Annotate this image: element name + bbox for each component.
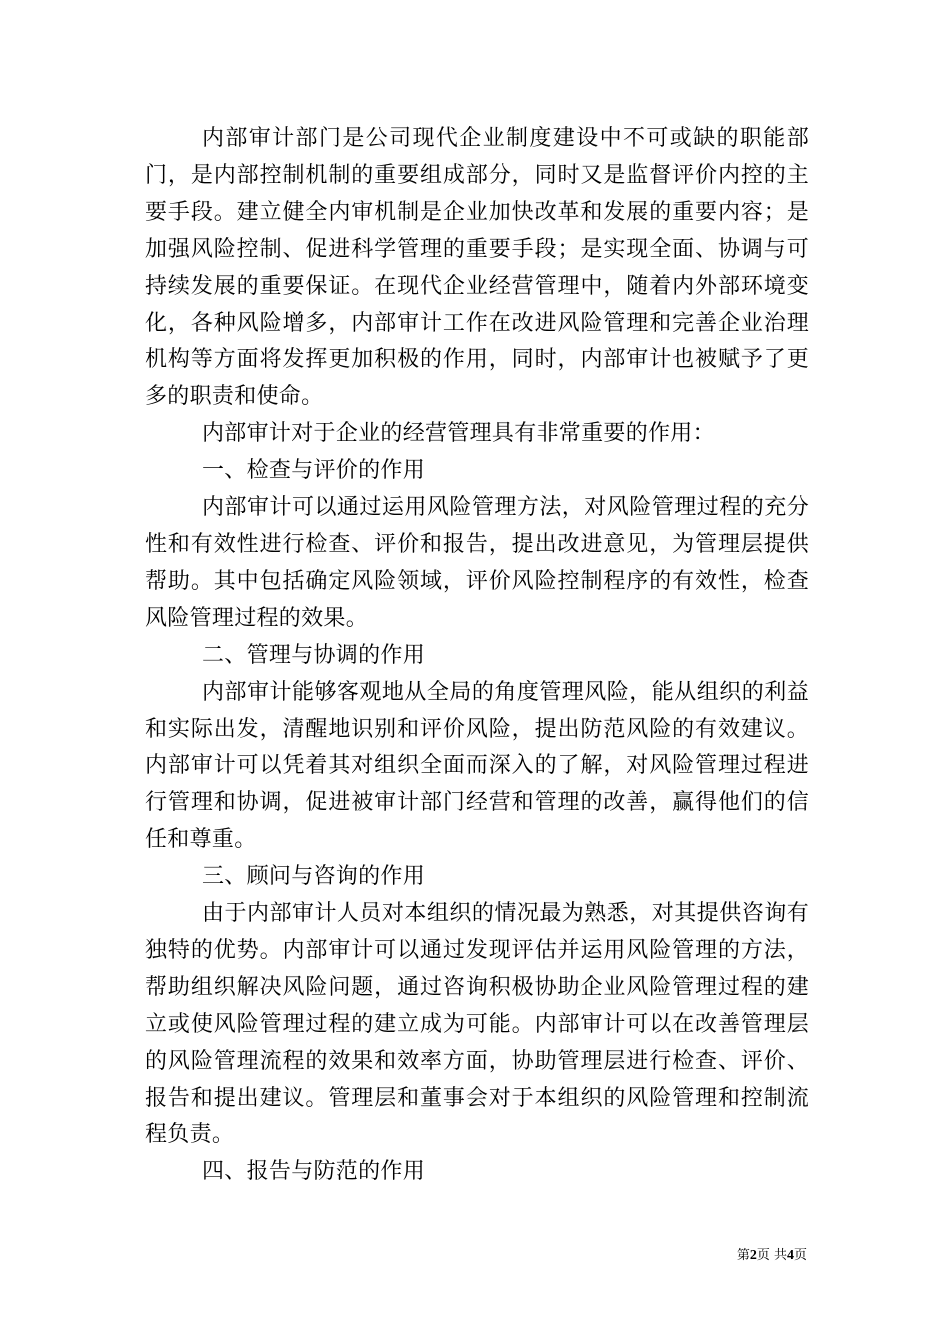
- footer-total-pages: 4: [786, 1248, 794, 1263]
- section-body-3: 由于内部审计人员对本组织的情况最为熟悉，对其提供咨询有独特的优势。内部审计可以通过发现评估并运用风险管理的方法，帮助组织解决风险问题，通过咨询积极协助企业风险管理过程的建立或使风险管理过程的建立成为可能。内部审计可以在改善管理层的风险管理流程的效果和效率方面，协助管理层进行检查、评价、报告和提出建议。管理层和董事会对于本组织的风险管理和控制流程负责。: [145, 901, 809, 1148]
- section-body-1: 内部审计可以通过运用风险管理方法，对风险管理过程的充分性和有效性进行检查、评价和报告，提出改进意见，为管理层提供帮助。其中包括确定风险领域，评价风险控制程序的有效性，检查风险管理过程的效果。: [145, 495, 809, 631]
- footer-middle: 页 共: [756, 1248, 787, 1263]
- section-body-2: 内部审计能够客观地从全局的角度管理风险，能从组织的利益和实际出发，清醒地识别和评价风险，提出防范风险的有效建议。内部审计可以凭着其对组织全面而深入的了解，对风险管理过程进行管理和协调，促进被审计部门经营和管理的改善，赢得他们的信任和尊重。: [145, 679, 809, 853]
- section-heading-3: 三、顾问与咨询的作用: [202, 864, 426, 890]
- footer-current-page: 2: [749, 1248, 757, 1263]
- section-heading-4: 四、报告与防范的作用: [202, 1159, 426, 1185]
- footer-prefix: 第: [736, 1248, 750, 1263]
- roles-lead-paragraph: 内部审计对于企业的经营管理具有非常重要的作用：: [202, 421, 715, 447]
- footer-suffix: 页: [793, 1248, 807, 1263]
- intro-paragraph: 内部审计部门是公司现代企业制度建设中不可或缺的职能部门，是内部控制机制的重要组成部分，同时又是监督评价内控的主要手段。建立健全内审机制是企业加快改革和发展的重要内容；是加强风险控制、促进科学管理的重要手段；是实现全面、协调与可持续发展的重要保证。在现代企业经营管理中，随着内外部环境变化，各种风险增多，内部审计工作在改进风险管理和完善企业治理机构等方面将发挥更加积极的作用，同时，内部审计也被赋予了更多的职责和使命。: [145, 126, 809, 410]
- section-heading-1: 一、检查与评价的作用: [202, 458, 426, 484]
- section-heading-2: 二、管理与协调的作用: [202, 642, 426, 668]
- document-body: [145, 121, 809, 1191]
- page-number-footer: [737, 1244, 807, 1264]
